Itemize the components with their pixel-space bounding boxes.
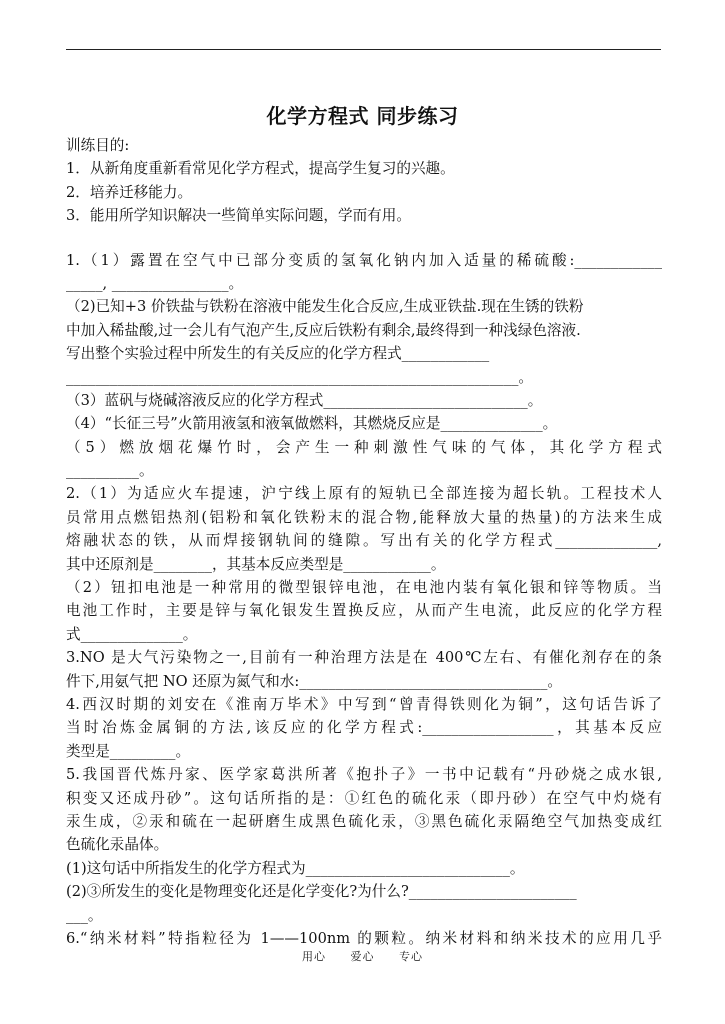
- question-5-line: ___。: [66, 906, 103, 924]
- question-6-line: 6.“纳米材料”特指粒径为 1——100nm 的颗粒。纳米材料和纳米技术的应用几乎: [66, 929, 662, 947]
- footer-item: 用心: [302, 950, 326, 963]
- goal-line: 3．能用所学知识解决一些简单实际问题，学而有用。: [66, 207, 411, 225]
- question-1-line: （4）“长征三号”火箭用液氢和液氧做燃料，其燃烧反应是______________。: [66, 415, 558, 433]
- question-1-line: _____, ________________。: [66, 274, 244, 292]
- spacer: [66, 228, 662, 249]
- question-1-line: 写出整个实验过程中所发生的有关反应的化学方程式____________: [66, 345, 490, 363]
- question-2-line: 电池工作时，主要是锌与氧化银发生置换反应，从而产生电流，此反应的化学方程: [66, 602, 662, 620]
- footer-item: 爱心: [350, 950, 375, 963]
- question-4-line: 4.西汉时期的刘安在《淮南万毕术》中写到“曾青得铁则化为铜”，这句话告诉了: [66, 695, 662, 713]
- page-footer: [0, 948, 725, 964]
- question-3-line: 3.NO 是大气污染物之一,目前有一种治理方法是在 400℃左右、有催化剂存在的条: [66, 649, 662, 667]
- question-4-line: 类型是_________。: [66, 742, 191, 760]
- question-1-line: （5）燃放烟花爆竹时，会产生一种刺激性气味的气体，其化学方程式: [66, 438, 662, 456]
- goal-line: 2．培养迁移能力。: [66, 183, 193, 201]
- question-2-line: 其中还原剂是________，其基本反应类型是____________。: [66, 555, 446, 573]
- question-2-line: 员常用点燃铝热剂(铝粉和氧化铁粉末的混合物,能释放大量的热量)的方法来生成: [66, 508, 662, 526]
- question-2-line: 式______________。: [66, 625, 198, 643]
- question-2-line: （2）钮扣电池是一种常用的微型银锌电池，在电池内装有氧化银和锌等物质。当: [66, 579, 662, 597]
- question-5-line: 5.我国晋代炼丹家、医学家葛洪所著《抱扑子》一书中记载有“丹砂烧之成水银,: [66, 766, 662, 784]
- question-1-line: ______________________________________________________________。: [66, 368, 534, 386]
- page-title: 化学方程式 同步练习: [266, 104, 459, 128]
- document-body: [66, 134, 662, 950]
- question-2-line: 2.（1）为适应火车提速，沪宁线上原有的短轨已全部连接为超长轨。工程技术人: [66, 485, 662, 503]
- question-5-line: 积变又还成丹砂”。这句话所指的是：①红色的硫化汞（即丹砂）在空气中灼烧有: [66, 789, 662, 807]
- question-5-line: (1)这句话中所指发生的化学方程式为____________________________。: [66, 859, 525, 877]
- question-1-line: 中加入稀盐酸,过一会儿有气泡产生,反应后铁粉有剩余,最终得到一种浅绿色溶液.: [66, 321, 581, 339]
- footer-item: 专心: [399, 950, 423, 963]
- question-3-line: 件下,用氨气把 NO 还原为氮气和水:__________________________________。: [66, 672, 562, 690]
- header-rule: [66, 49, 661, 50]
- question-1-line: 1.（1）露置在空气中已部分变质的氢氧化钠内加入适量的稀硫酸:____________: [66, 251, 662, 269]
- question-5-line: 色硫化汞晶体。: [66, 836, 169, 854]
- question-1-line: （3）蓝矾与烧碱溶液反应的化学方程式____________________________。: [66, 391, 543, 409]
- question-5-line: (2)③所发生的变化是物理变化还是化学变化?为什么?_______________________: [66, 883, 577, 901]
- goal-line: 1．从新角度重新看常见化学方程式，提高学生复习的兴趣。: [66, 160, 455, 178]
- intro-heading: 训练目的:: [66, 137, 130, 154]
- question-4-line: 当时冶炼金属铜的方法,该反应的化学方程式:__________________，其基本反应: [66, 719, 662, 737]
- question-2-line: 熔融状态的铁，从而焊接钢轨间的缝隙。写出有关的化学方程式______________,: [66, 532, 662, 550]
- question-1-line: （2)已知+3 价铁盐与铁粉在溶液中能发生化合反应,生成亚铁盐.现在生锈的铁粉: [66, 298, 584, 316]
- question-5-line: 汞生成，②汞和硫在一起研磨生成黑色硫化汞，③黑色硫化汞隔绝空气加热变成红: [66, 812, 662, 830]
- question-1-line: __________。: [66, 462, 154, 480]
